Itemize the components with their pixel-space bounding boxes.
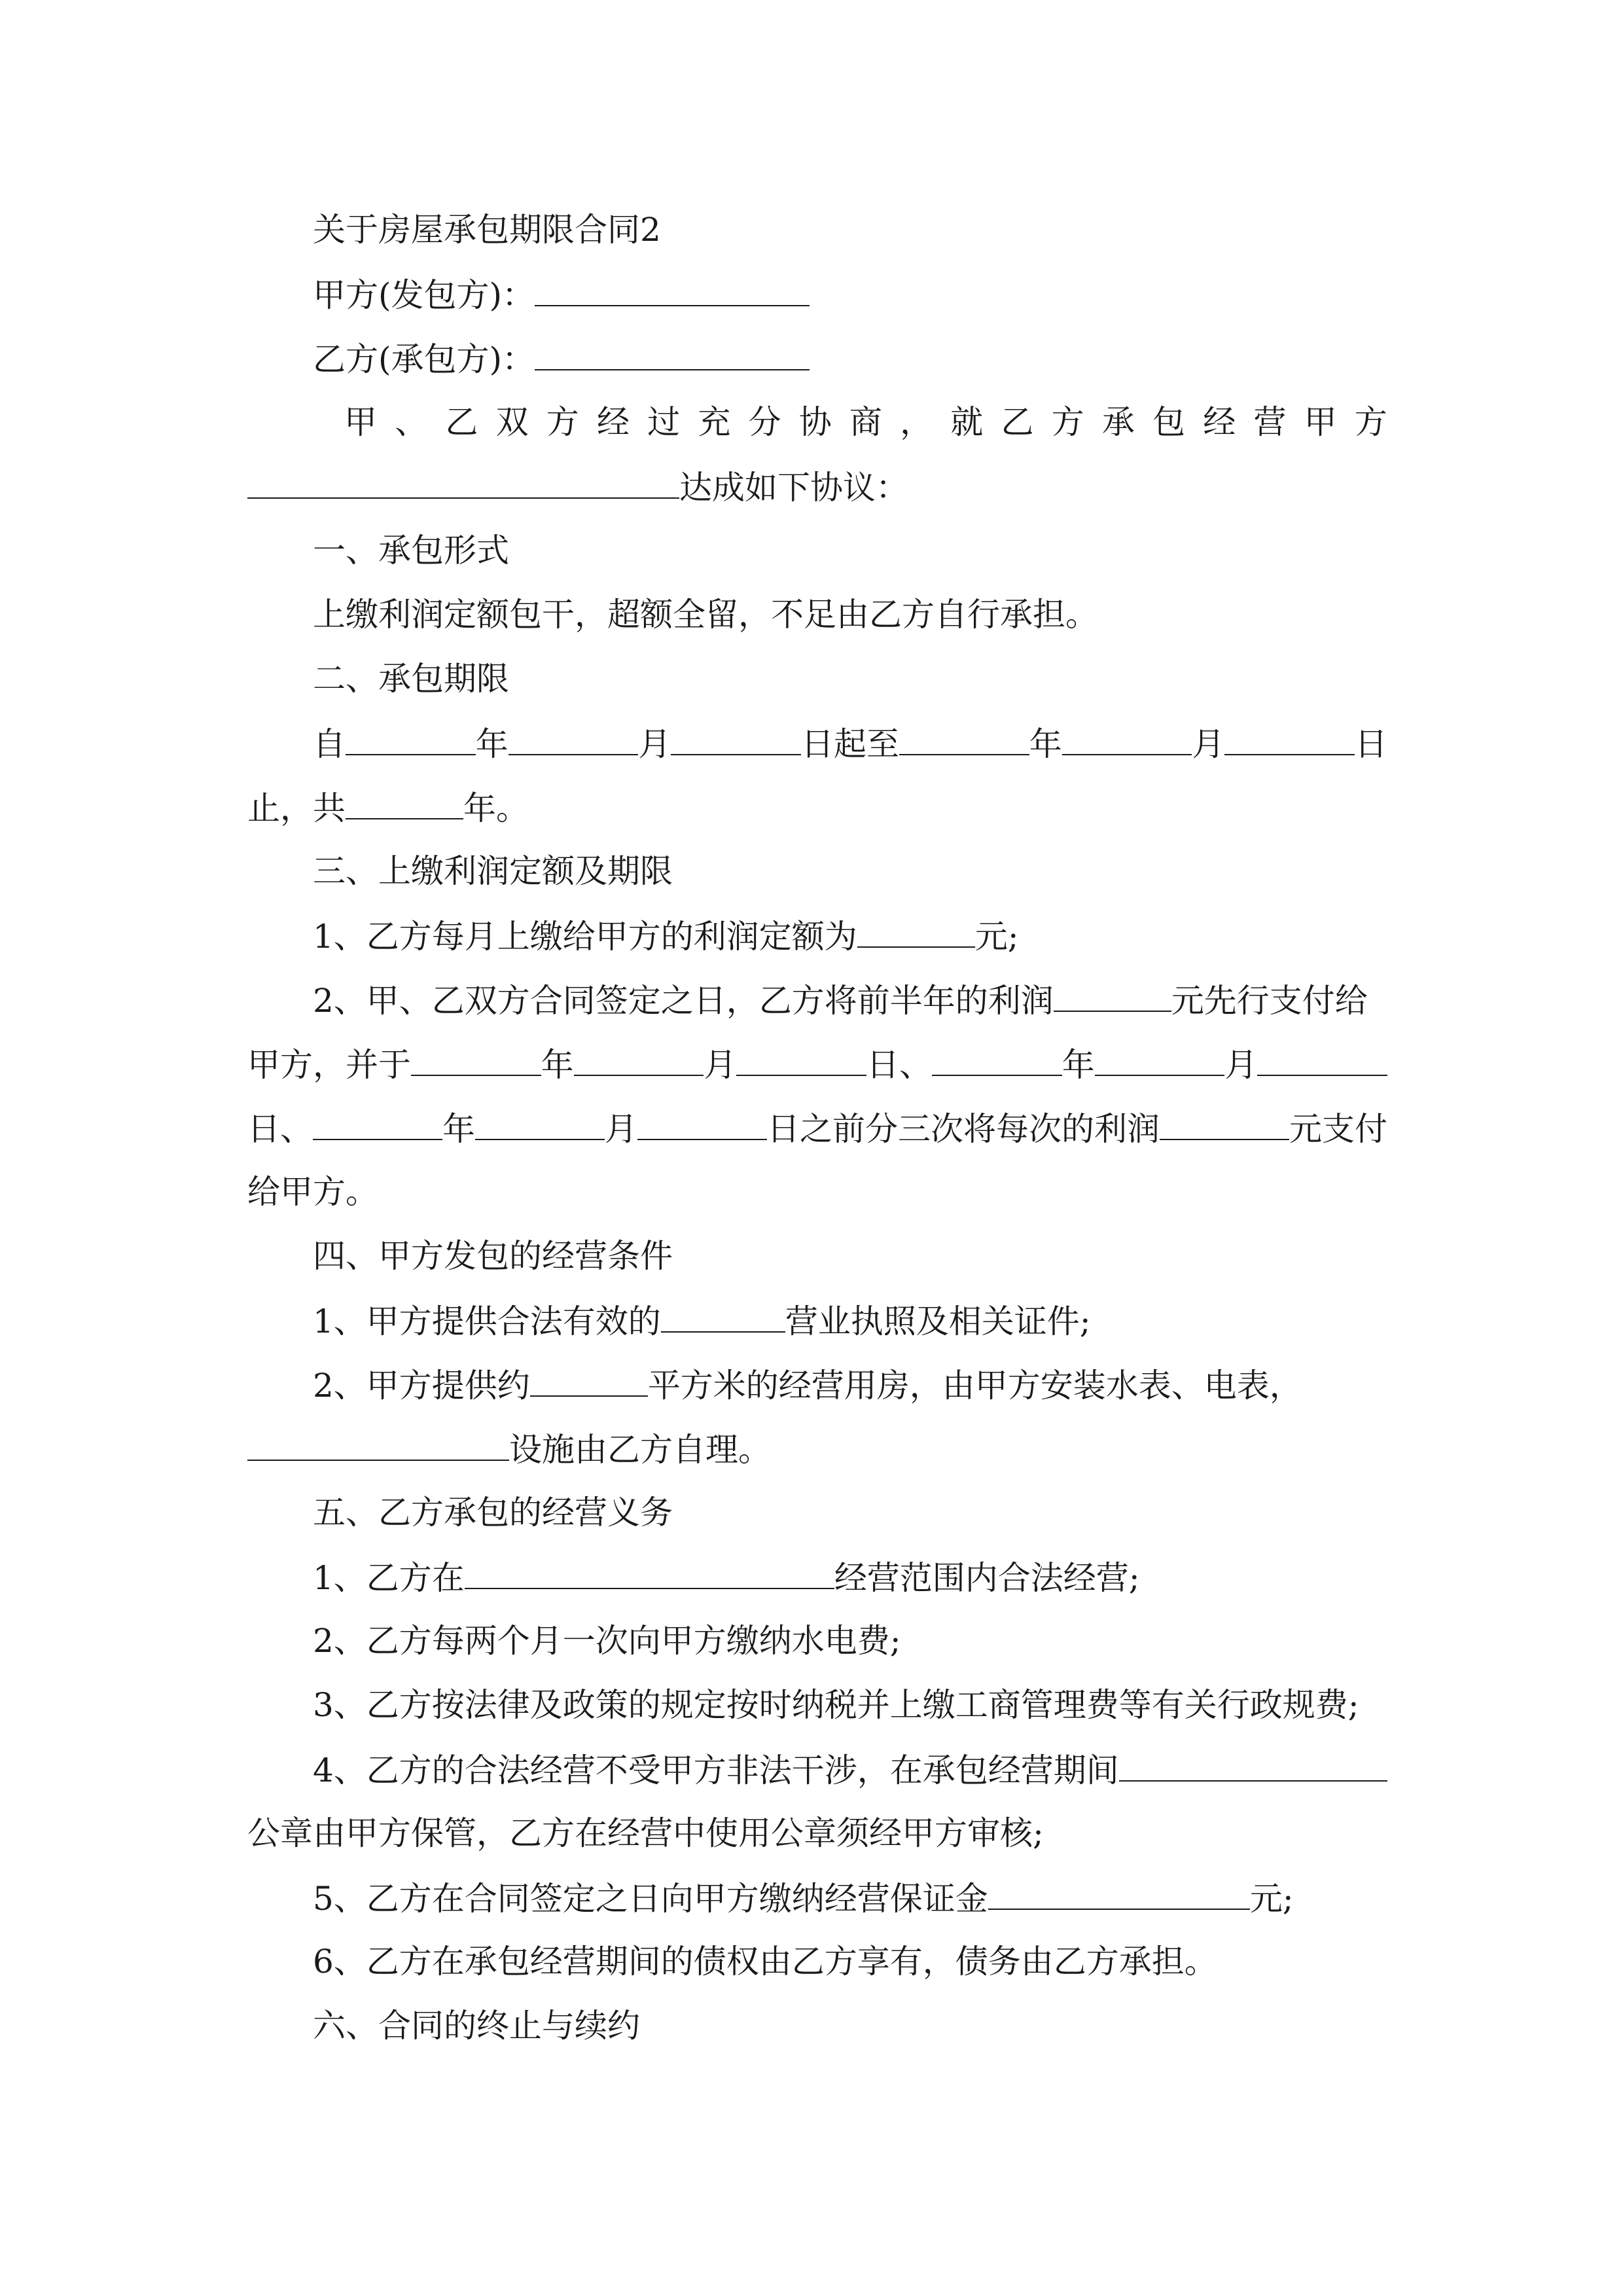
facilities-blank[interactable] — [247, 1426, 509, 1461]
half-year-profit-blank[interactable] — [1054, 977, 1171, 1012]
pay1-day-blank[interactable] — [736, 1041, 866, 1076]
end-day-blank[interactable] — [1224, 720, 1355, 755]
seal-blank[interactable] — [1119, 1746, 1387, 1782]
section-3-heading: 三、上缴利润定额及期限 — [313, 852, 673, 890]
start-month-blank[interactable] — [508, 720, 639, 755]
business-scope-blank[interactable] — [465, 1554, 834, 1589]
start-year-blank[interactable] — [346, 720, 476, 755]
profit-clause-2-line-4: 给甲方。 — [247, 1173, 378, 1211]
pay3-month-blank[interactable] — [475, 1105, 605, 1140]
pay2-day-blank[interactable] — [1257, 1041, 1387, 1076]
area-blank[interactable] — [530, 1361, 648, 1397]
profit-clause-1: 1、乙方每月上缴给甲方的利润定额为 元; — [247, 912, 1387, 958]
pay3-day-blank[interactable] — [637, 1105, 767, 1140]
term-line-2: 止，共 年。 — [247, 784, 1387, 830]
duty-clause-3: 3、乙方按法律及政策的规定按时纳税并上缴工商管理费等有关行政规费; — [313, 1686, 1359, 1724]
section-6-heading: 六、合同的终止与续约 — [313, 2007, 640, 2045]
document-title: 关于房屋承包期限合同2 — [313, 211, 661, 249]
section-4-heading: 四、甲方发包的经营条件 — [313, 1237, 673, 1275]
condition-clause-2-line-2: 设施由乙方自理。 — [247, 1426, 1387, 1471]
pay1-month-blank[interactable] — [574, 1041, 704, 1076]
end-month-blank[interactable] — [1062, 720, 1192, 755]
party-b-line: 乙方(承包方)： — [247, 335, 1387, 381]
pay2-year-blank[interactable] — [932, 1041, 1062, 1076]
section-1-body: 上缴利润定额包干，超额全留，不足由乙方自行承担。 — [313, 596, 1098, 634]
pay2-month-blank[interactable] — [1095, 1041, 1225, 1076]
section-1-heading: 一、承包形式 — [313, 531, 509, 569]
condition-clause-2-line-1: 2、甲方提供约 平方米的经营用房，由甲方安装水表、电表， — [247, 1361, 1387, 1407]
intro-subject-blank[interactable] — [247, 463, 679, 499]
section-5-heading: 五、乙方承包的经营义务 — [313, 1494, 673, 1532]
profit-clause-2-line-2: 甲方，并于 年 月 日、 年 月 — [247, 1041, 1387, 1086]
term-line-1: 自 年 月 日起至 年 月 日 — [247, 720, 1387, 766]
duty-clause-4-line-2: 公章由甲方保管，乙方在经营中使用公章须经甲方审核; — [247, 1814, 1044, 1852]
term-years-blank[interactable] — [346, 784, 463, 819]
pay1-year-blank[interactable] — [411, 1041, 541, 1076]
section-2-heading: 二、承包期限 — [313, 660, 509, 698]
party-b-blank[interactable] — [535, 335, 810, 370]
duty-clause-1: 1、乙方在 经营范围内合法经营; — [247, 1554, 1387, 1600]
party-a-line: 甲方(发包方)： — [247, 271, 1387, 317]
duty-clause-6: 6、乙方在承包经营期间的债权由乙方享有，债务由乙方承担。 — [313, 1943, 1217, 1981]
pay3-year-blank[interactable] — [313, 1105, 442, 1140]
profit-clause-2-line-1: 2、甲、乙双方合同签定之日，乙方将前半年的利润 元先行支付给 — [247, 977, 1387, 1022]
monthly-profit-blank[interactable] — [857, 912, 975, 948]
profit-clause-2-line-3: 日、 年 月 日之前分三次将每次的利润 元支付 — [247, 1105, 1387, 1151]
duty-clause-2: 2、乙方每两个月一次向甲方缴纳水电费; — [313, 1622, 901, 1660]
deposit-blank[interactable] — [988, 1874, 1250, 1910]
intro-line-1: 甲 、 乙 双 方 经 过 充 分 协 商 ， 就 乙 方 承 包 经 营 甲 方 — [344, 403, 1387, 441]
end-year-blank[interactable] — [899, 720, 1029, 755]
start-day-blank[interactable] — [671, 720, 801, 755]
party-a-blank[interactable] — [535, 271, 810, 306]
condition-clause-1: 1、甲方提供合法有效的 营业执照及相关证件; — [247, 1297, 1387, 1343]
duty-clause-5: 5、乙方在合同签定之日向甲方缴纳经营保证金 元; — [247, 1874, 1387, 1920]
intro-line-2: 达成如下协议： — [247, 463, 1387, 509]
each-profit-blank[interactable] — [1160, 1105, 1289, 1140]
duty-clause-4-line-1: 4、乙方的合法经营不受甲方非法干涉，在承包经营期间 — [247, 1746, 1387, 1792]
license-type-blank[interactable] — [661, 1297, 785, 1333]
